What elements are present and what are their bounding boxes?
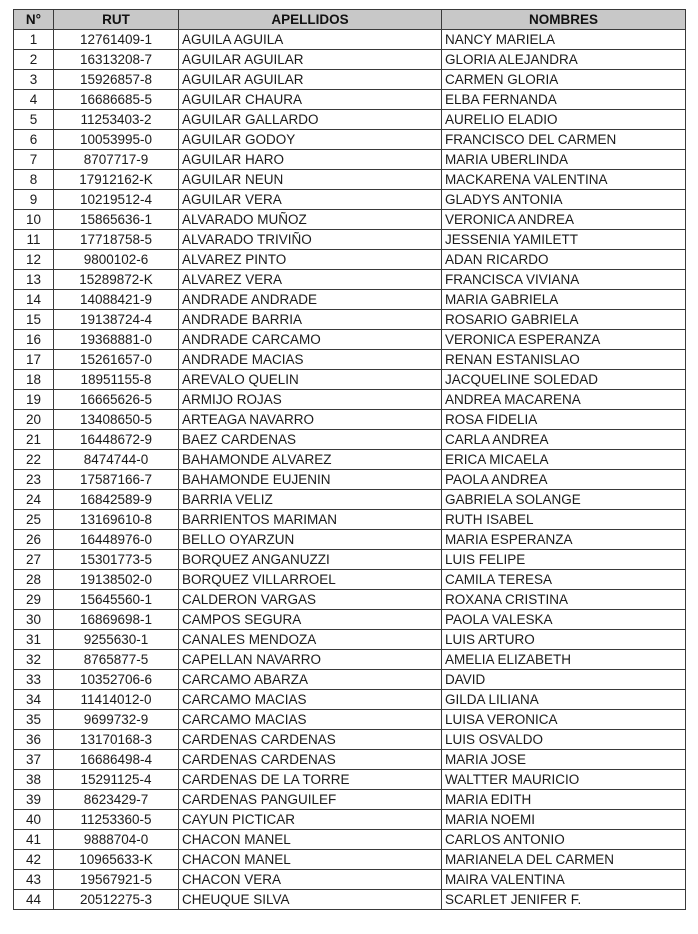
rut-cell: 8623429-7 [54, 790, 179, 810]
apellidos-cell: ANDRADE BARRIA [179, 310, 442, 330]
apellidos-cell: CARDENAS PANGUILEF [179, 790, 442, 810]
apellidos-cell: AGUILAR VERA [179, 190, 442, 210]
apellidos-cell: AGUILA AGUILA [179, 30, 442, 50]
document-page [13, 9, 686, 910]
table-row [14, 530, 686, 550]
table-row [14, 670, 686, 690]
apellidos-cell: BORQUEZ VILLARROEL [179, 570, 442, 590]
row-number: 9 [14, 190, 54, 210]
nombres-cell: GLORIA ALEJANDRA [442, 50, 686, 70]
rut-cell: 8765877-5 [54, 650, 179, 670]
nombres-cell: LUIS ARTURO [442, 630, 686, 650]
row-number: 43 [14, 870, 54, 890]
rut-cell: 15291125-4 [54, 770, 179, 790]
table-row [14, 90, 686, 110]
nombres-cell: CARMEN GLORIA [442, 70, 686, 90]
row-number: 5 [14, 110, 54, 130]
nombres-cell: MARIA NOEMI [442, 810, 686, 830]
row-number: 33 [14, 670, 54, 690]
nombres-cell: ADAN RICARDO [442, 250, 686, 270]
table-row [14, 390, 686, 410]
table-row [14, 710, 686, 730]
table-row [14, 830, 686, 850]
apellidos-cell: ARTEAGA NAVARRO [179, 410, 442, 430]
table-body [14, 30, 686, 910]
nombres-cell: PAOLA ANDREA [442, 470, 686, 490]
row-number: 27 [14, 550, 54, 570]
row-number: 25 [14, 510, 54, 530]
rut-cell: 9255630-1 [54, 630, 179, 650]
rut-cell: 16313208-7 [54, 50, 179, 70]
apellidos-cell: ALVARADO TRIVIÑO [179, 230, 442, 250]
nombres-cell: WALTTER MAURICIO [442, 770, 686, 790]
header-rut: RUT [54, 10, 179, 30]
apellidos-cell: AGUILAR HARO [179, 150, 442, 170]
row-number: 12 [14, 250, 54, 270]
rut-cell: 9888704-0 [54, 830, 179, 850]
row-number: 11 [14, 230, 54, 250]
rut-cell: 15926857-8 [54, 70, 179, 90]
row-number: 37 [14, 750, 54, 770]
table-row [14, 70, 686, 90]
row-number: 32 [14, 650, 54, 670]
row-number: 8 [14, 170, 54, 190]
nombres-cell: ROSARIO GABRIELA [442, 310, 686, 330]
nombres-cell: GILDA LILIANA [442, 690, 686, 710]
table-row [14, 150, 686, 170]
table-row [14, 650, 686, 670]
table-row [14, 550, 686, 570]
rut-cell: 10053995-0 [54, 130, 179, 150]
rut-cell: 16842589-9 [54, 490, 179, 510]
nombres-cell: NANCY MARIELA [442, 30, 686, 50]
row-number: 41 [14, 830, 54, 850]
rut-cell: 17912162-K [54, 170, 179, 190]
row-number: 7 [14, 150, 54, 170]
apellidos-cell: CAPELLAN NAVARRO [179, 650, 442, 670]
rut-cell: 17587166-7 [54, 470, 179, 490]
rut-cell: 16665626-5 [54, 390, 179, 410]
apellidos-cell: CARDENAS DE LA TORRE [179, 770, 442, 790]
nombres-cell: ROSA FIDELIA [442, 410, 686, 430]
table-row [14, 170, 686, 190]
row-number: 20 [14, 410, 54, 430]
apellidos-cell: AREVALO QUELIN [179, 370, 442, 390]
table-row [14, 110, 686, 130]
nombres-cell: CARLA ANDREA [442, 430, 686, 450]
row-number: 40 [14, 810, 54, 830]
nombres-cell: MARIA UBERLINDA [442, 150, 686, 170]
rut-cell: 16869698-1 [54, 610, 179, 630]
nombres-cell: JESSENIA YAMILETT [442, 230, 686, 250]
rut-cell: 10965633-K [54, 850, 179, 870]
nombres-cell: ELBA FERNANDA [442, 90, 686, 110]
apellidos-cell: CHACON MANEL [179, 830, 442, 850]
apellidos-cell: ALVAREZ PINTO [179, 250, 442, 270]
header-number: N° [14, 10, 54, 30]
table-row [14, 270, 686, 290]
row-number: 23 [14, 470, 54, 490]
apellidos-cell: BELLO OYARZUN [179, 530, 442, 550]
row-number: 6 [14, 130, 54, 150]
rut-cell: 13408650-5 [54, 410, 179, 430]
nombres-cell: DAVID [442, 670, 686, 690]
row-number: 15 [14, 310, 54, 330]
table-row [14, 30, 686, 50]
nombres-cell: ROXANA CRISTINA [442, 590, 686, 610]
nombres-cell: LUIS OSVALDO [442, 730, 686, 750]
nombres-cell: CAMILA TERESA [442, 570, 686, 590]
nombres-cell: MAIRA VALENTINA [442, 870, 686, 890]
row-number: 2 [14, 50, 54, 70]
table-row [14, 730, 686, 750]
rut-cell: 8474744-0 [54, 450, 179, 470]
table-row [14, 850, 686, 870]
nombres-cell: GABRIELA SOLANGE [442, 490, 686, 510]
apellidos-cell: CHACON VERA [179, 870, 442, 890]
nombres-cell: VERONICA ANDREA [442, 210, 686, 230]
header-apellidos: APELLIDOS [179, 10, 442, 30]
nombres-cell: PAOLA VALESKA [442, 610, 686, 630]
rut-cell: 10219512-4 [54, 190, 179, 210]
rut-cell: 19138724-4 [54, 310, 179, 330]
nombres-cell: ANDREA MACARENA [442, 390, 686, 410]
nombres-cell: MARIA EDITH [442, 790, 686, 810]
table-row [14, 250, 686, 270]
nombres-cell: LUIS FELIPE [442, 550, 686, 570]
apellidos-cell: CHEUQUE SILVA [179, 890, 442, 910]
row-number: 35 [14, 710, 54, 730]
rut-cell: 11253360-5 [54, 810, 179, 830]
table-row [14, 290, 686, 310]
apellidos-cell: BARRIENTOS MARIMAN [179, 510, 442, 530]
apellidos-cell: AGUILAR NEUN [179, 170, 442, 190]
apellidos-cell: CARDENAS CARDENAS [179, 730, 442, 750]
row-number: 14 [14, 290, 54, 310]
rut-cell: 18951155-8 [54, 370, 179, 390]
row-number: 24 [14, 490, 54, 510]
apellidos-cell: BORQUEZ ANGANUZZI [179, 550, 442, 570]
nombres-cell: VERONICA ESPERANZA [442, 330, 686, 350]
rut-cell: 16448672-9 [54, 430, 179, 450]
roster-table [13, 9, 686, 910]
header-nombres: NOMBRES [442, 10, 686, 30]
apellidos-cell: AGUILAR AGUILAR [179, 70, 442, 90]
apellidos-cell: ALVARADO MUÑOZ [179, 210, 442, 230]
nombres-cell: MARIA GABRIELA [442, 290, 686, 310]
nombres-cell: CARLOS ANTONIO [442, 830, 686, 850]
row-number: 39 [14, 790, 54, 810]
table-row [14, 470, 686, 490]
table-row [14, 610, 686, 630]
row-number: 17 [14, 350, 54, 370]
apellidos-cell: CARDENAS CARDENAS [179, 750, 442, 770]
table-row [14, 130, 686, 150]
apellidos-cell: BAHAMONDE EUJENIN [179, 470, 442, 490]
row-number: 13 [14, 270, 54, 290]
apellidos-cell: CARCAMO MACIAS [179, 710, 442, 730]
rut-cell: 9699732-9 [54, 710, 179, 730]
apellidos-cell: ANDRADE CARCAMO [179, 330, 442, 350]
table-row [14, 890, 686, 910]
apellidos-cell: BARRIA VELIZ [179, 490, 442, 510]
table-row [14, 750, 686, 770]
table-row [14, 50, 686, 70]
row-number: 19 [14, 390, 54, 410]
apellidos-cell: CAYUN PICTICAR [179, 810, 442, 830]
table-row [14, 810, 686, 830]
table-row [14, 490, 686, 510]
row-number: 3 [14, 70, 54, 90]
nombres-cell: AURELIO ELADIO [442, 110, 686, 130]
table-row [14, 770, 686, 790]
nombres-cell: ERICA MICAELA [442, 450, 686, 470]
rut-cell: 16448976-0 [54, 530, 179, 550]
rut-cell: 9800102-6 [54, 250, 179, 270]
apellidos-cell: ALVAREZ VERA [179, 270, 442, 290]
apellidos-cell: CHACON MANEL [179, 850, 442, 870]
apellidos-cell: BAEZ CARDENAS [179, 430, 442, 450]
nombres-cell: MARIA ESPERANZA [442, 530, 686, 550]
row-number: 34 [14, 690, 54, 710]
nombres-cell: RENAN ESTANISLAO [442, 350, 686, 370]
row-number: 18 [14, 370, 54, 390]
rut-cell: 11253403-2 [54, 110, 179, 130]
rut-cell: 20512275-3 [54, 890, 179, 910]
nombres-cell: MACKARENA VALENTINA [442, 170, 686, 190]
table-row [14, 410, 686, 430]
apellidos-cell: ANDRADE MACIAS [179, 350, 442, 370]
rut-cell: 16686685-5 [54, 90, 179, 110]
rut-cell: 19138502-0 [54, 570, 179, 590]
row-number: 42 [14, 850, 54, 870]
table-row [14, 790, 686, 810]
row-number: 30 [14, 610, 54, 630]
row-number: 21 [14, 430, 54, 450]
rut-cell: 19368881-0 [54, 330, 179, 350]
table-row [14, 690, 686, 710]
apellidos-cell: ARMIJO ROJAS [179, 390, 442, 410]
apellidos-cell: BAHAMONDE ALVAREZ [179, 450, 442, 470]
row-number: 22 [14, 450, 54, 470]
header-row [14, 10, 686, 30]
row-number: 28 [14, 570, 54, 590]
apellidos-cell: CARCAMO MACIAS [179, 690, 442, 710]
table-row [14, 210, 686, 230]
rut-cell: 15865636-1 [54, 210, 179, 230]
table-row [14, 450, 686, 470]
table-row [14, 190, 686, 210]
rut-cell: 13170168-3 [54, 730, 179, 750]
apellidos-cell: AGUILAR GODOY [179, 130, 442, 150]
rut-cell: 16686498-4 [54, 750, 179, 770]
table-row [14, 330, 686, 350]
apellidos-cell: ANDRADE ANDRADE [179, 290, 442, 310]
apellidos-cell: AGUILAR CHAURA [179, 90, 442, 110]
rut-cell: 8707717-9 [54, 150, 179, 170]
apellidos-cell: AGUILAR GALLARDO [179, 110, 442, 130]
nombres-cell: AMELIA ELIZABETH [442, 650, 686, 670]
rut-cell: 17718758-5 [54, 230, 179, 250]
rut-cell: 12761409-1 [54, 30, 179, 50]
nombres-cell: MARIA JOSE [442, 750, 686, 770]
table-header [14, 10, 686, 30]
nombres-cell: FRANCISCO DEL CARMEN [442, 130, 686, 150]
table-row [14, 590, 686, 610]
row-number: 26 [14, 530, 54, 550]
table-row [14, 230, 686, 250]
table-row [14, 350, 686, 370]
nombres-cell: MARIANELA DEL CARMEN [442, 850, 686, 870]
apellidos-cell: AGUILAR AGUILAR [179, 50, 442, 70]
rut-cell: 14088421-9 [54, 290, 179, 310]
apellidos-cell: CANALES MENDOZA [179, 630, 442, 650]
nombres-cell: JACQUELINE SOLEDAD [442, 370, 686, 390]
row-number: 16 [14, 330, 54, 350]
table-row [14, 870, 686, 890]
rut-cell: 15645560-1 [54, 590, 179, 610]
nombres-cell: GLADYS ANTONIA [442, 190, 686, 210]
rut-cell: 15261657-0 [54, 350, 179, 370]
rut-cell: 11414012-0 [54, 690, 179, 710]
rut-cell: 15289872-K [54, 270, 179, 290]
nombres-cell: RUTH ISABEL [442, 510, 686, 530]
table-row [14, 430, 686, 450]
row-number: 1 [14, 30, 54, 50]
table-row [14, 310, 686, 330]
rut-cell: 19567921-5 [54, 870, 179, 890]
rut-cell: 13169610-8 [54, 510, 179, 530]
apellidos-cell: CALDERON VARGAS [179, 590, 442, 610]
row-number: 44 [14, 890, 54, 910]
row-number: 10 [14, 210, 54, 230]
apellidos-cell: CAMPOS SEGURA [179, 610, 442, 630]
row-number: 4 [14, 90, 54, 110]
nombres-cell: FRANCISCA VIVIANA [442, 270, 686, 290]
table-row [14, 510, 686, 530]
nombres-cell: SCARLET JENIFER F. [442, 890, 686, 910]
nombres-cell: LUISA VERONICA [442, 710, 686, 730]
rut-cell: 15301773-5 [54, 550, 179, 570]
row-number: 36 [14, 730, 54, 750]
row-number: 38 [14, 770, 54, 790]
rut-cell: 10352706-6 [54, 670, 179, 690]
table-row [14, 630, 686, 650]
table-row [14, 570, 686, 590]
row-number: 31 [14, 630, 54, 650]
apellidos-cell: CARCAMO ABARZA [179, 670, 442, 690]
row-number: 29 [14, 590, 54, 610]
table-row [14, 370, 686, 390]
